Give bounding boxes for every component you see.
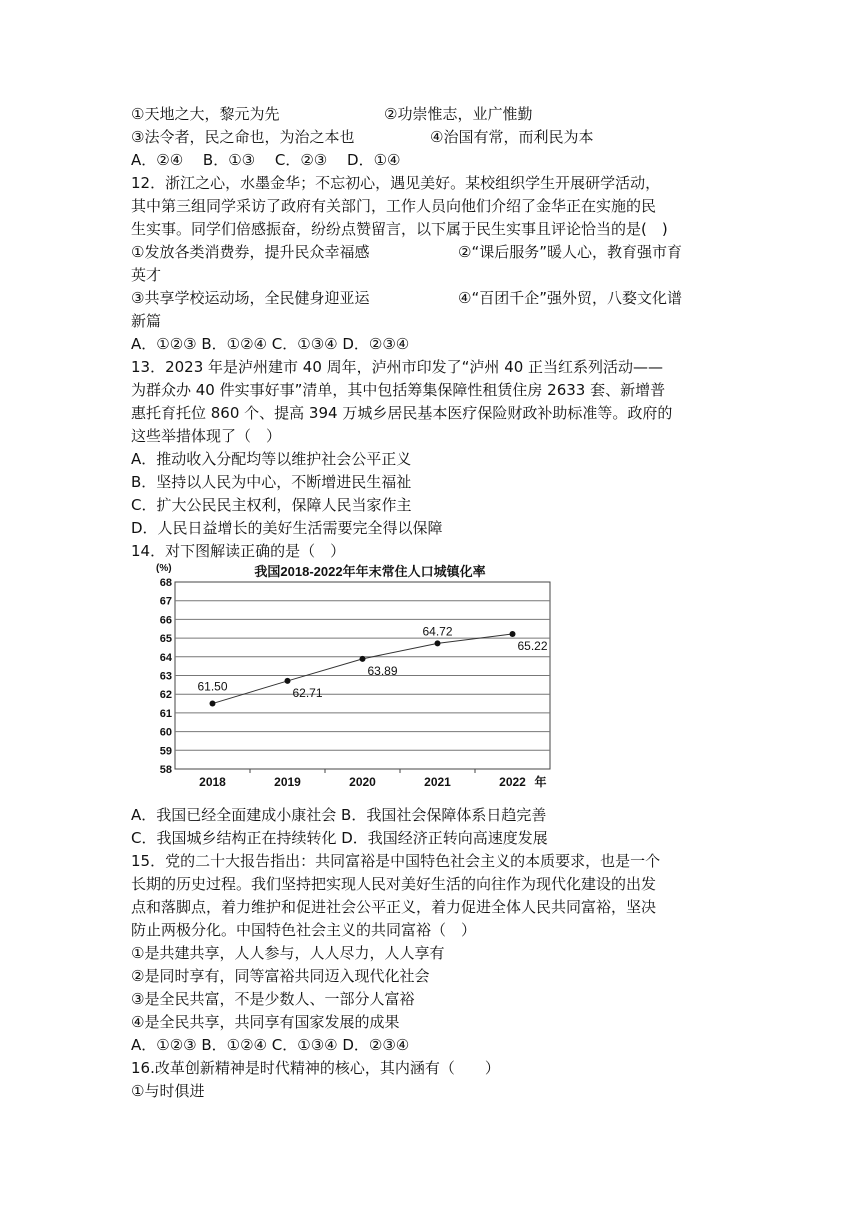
q12-stem-line-3: 生实事。同学们倍感振奋，纷纷点赞留言，以下属于民生实事且评论恰当的是( ) [131, 220, 668, 238]
q12-answer-choices: A．①②③ B．①②④ C．①③④ D．②③④ [131, 335, 410, 353]
q11-option-4: ④治国有常，而利民为本 [430, 128, 594, 146]
data-label: 65.22 [517, 638, 548, 653]
y-tick-label: 68 [159, 577, 172, 589]
q15-option-4: ④是全民共享，共同享有国家发展的成果 [131, 1013, 400, 1031]
data-label: 63.89 [367, 663, 398, 678]
data-point [285, 678, 291, 684]
x-tick-label: 2019 [274, 775, 301, 789]
x-tick-label: 2018 [199, 775, 226, 789]
q11-option-2: ②功崇惟志，业广惟勤 [384, 105, 533, 123]
y-tick-label: 65 [159, 633, 172, 646]
q16-option-1: ①与时俱进 [131, 1082, 205, 1100]
q15-answer-choices: A．①②③ B．①②④ C．①③④ D．②③④ [131, 1036, 410, 1054]
q11-answer-choices: A．②④ B．①③ C．②③ D．①④ [131, 151, 401, 169]
q12-stem-line-1: 12．浙江之心，水墨金华；不忘初心，遇见美好。某校组织学生开展研学活动， [131, 174, 661, 192]
data-point [360, 656, 366, 662]
y-tick-label: 58 [159, 764, 172, 776]
q13-stem-line-3: 惠托育托位 860 个、提高 394 万城乡居民基本医疗保险财政补助标准等。政府的 [131, 404, 673, 422]
q15-stem-line-2: 长期的历史过程。我们坚持把实现人民对美好生活的向往作为现代化建设的出发 [131, 875, 657, 893]
x-tick-label: 2022 [499, 775, 526, 789]
data-point [510, 631, 516, 637]
q13-option-c: C．扩大公民民主权利，保障人民当家作主 [131, 496, 412, 514]
chart-title: 我国2018-2022年年末常住人口城镇化率 [254, 564, 486, 579]
q15-stem-line-4: 防止两极分化。中国特色社会主义的共同富裕（ ） [131, 921, 477, 939]
q14-options-cd: C．我国城乡结构正在持续转化 D．我国经济正转向高速度发展 [131, 829, 548, 847]
q11-option-3: ③法令者，民之命也，为治之本也 [131, 128, 355, 146]
urbanization-line-chart [150, 560, 560, 792]
y-tick-label: 60 [159, 726, 172, 739]
chart-y-unit: (%) [156, 563, 172, 574]
x-tick-label: 2020 [349, 775, 376, 789]
q13-stem-line-4: 这些举措体现了（ ） [131, 427, 282, 445]
q12-option-4-cont: 新篇 [131, 312, 162, 330]
x-axis-unit: 年 [534, 775, 547, 789]
data-label: 61.50 [197, 679, 228, 694]
y-tick-label: 59 [159, 745, 172, 758]
q12-option-3: ③共享学校运动场，全民健身迎亚运 [131, 289, 370, 307]
x-tick-label: 2021 [424, 775, 451, 789]
q12-option-2: ②“课后服务”暖人心，教育强市育 [458, 243, 682, 261]
q15-stem-line-1: 15．党的二十大报告指出：共同富裕是中国特色社会主义的本质要求，也是一个 [131, 852, 661, 870]
q12-option-1: ①发放各类消费券，提升民众幸福感 [131, 243, 370, 261]
data-label: 62.71 [292, 685, 323, 700]
y-tick-label: 62 [159, 689, 172, 702]
q13-stem-line-2: 为群众办 40 件实事好事”清单，其中包括筹集保障性租赁住房 2633 套、新增普 [131, 381, 666, 399]
y-tick-label: 61 [159, 707, 172, 720]
q14-options-ab: A．我国已经全面建成小康社会 B．我国社会保障体系日趋完善 [131, 806, 547, 824]
q12-option-4: ④“百团千企”强外贸，八婺文化谱 [458, 289, 682, 307]
q13-option-d: D．人民日益增长的美好生活需要完全得以保障 [131, 519, 443, 537]
data-point [435, 640, 441, 646]
q14-stem: 14．对下图解读正确的是（ ） [131, 542, 346, 560]
q13-option-a: A．推动收入分配均等以维护社会公平正义 [131, 450, 412, 468]
q11-option-1: ①天地之大，黎元为先 [131, 105, 280, 123]
y-tick-label: 67 [159, 595, 172, 608]
y-tick-label: 64 [159, 651, 172, 664]
q15-stem-line-3: 点和落脚点，着力维护和促进社会公平正义，着力促进全体人民共同富裕，坚决 [131, 898, 657, 916]
y-tick-label: 66 [159, 614, 172, 627]
data-label: 64.72 [422, 624, 453, 639]
q13-option-b: B．坚持以人民为中心，不断增进民生福祉 [131, 473, 412, 491]
q13-stem-line-1: 13．2023 年是泸州建市 40 周年，泸州市印发了“泸州 40 正当红系列活动—— [131, 358, 664, 376]
q12-option-2-cont: 英才 [131, 266, 162, 284]
y-tick-label: 63 [159, 670, 172, 683]
data-point [210, 701, 216, 707]
q15-option-2: ②是同时享有，同等富裕共同迈入现代化社会 [131, 967, 430, 985]
q12-stem-line-2: 其中第三组同学采访了政府有关部门，工作人员向他们介绍了金华正在实施的民 [131, 197, 657, 215]
q15-option-3: ③是全民共富，不是少数人、一部分人富裕 [131, 990, 415, 1008]
q16-stem: 16.改革创新精神是时代精神的核心，其内涵有（ ） [131, 1059, 500, 1077]
q15-option-1: ①是共建共享，人人参与，人人尽力，人人享有 [131, 944, 445, 962]
